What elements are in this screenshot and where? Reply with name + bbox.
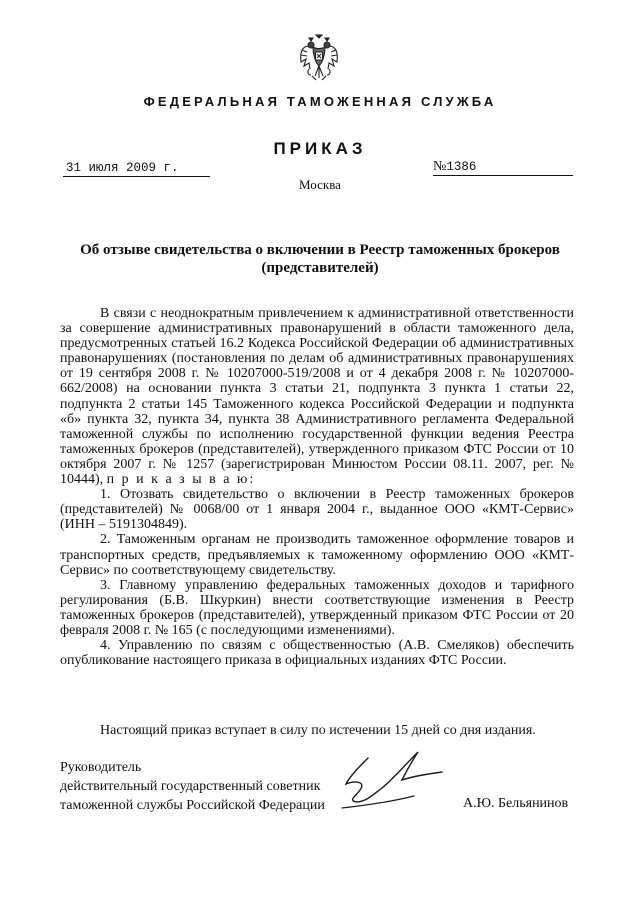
document-body [60,306,574,668]
order-item-4: 4. Управлению по связям с общественностью (А.В. Смеляков) обеспечить опубликование настоящего приказа в официальных изданиях ФТС России. [60,638,574,669]
agency-name: ФЕДЕРАЛЬНАЯ ТАМОЖЕННАЯ СЛУЖБА [143,94,497,109]
document-number [433,159,573,176]
signature-block [60,758,325,815]
number-value: 1386 [446,160,477,174]
order-word: п р и к а з ы в а ю [106,472,250,488]
preamble-paragraph: В связи с неоднократным привлечением к административной ответственности за совершение административных правонарушений в области таможенного дела, предусмотренных статьей 16.2 Кодекса Российской Федерации об административных правонарушениях (постановления по делам об административных правонарушениях от 19 сентября 2008 г. № 10207000-519/2008 и от 4 декабря 2008 г. № 10207000-662/2008) на основании пункта 3 статьи 21, подпункта 3 пункта 1 статьи 22, подпункта 2 статьи 145 Таможенного кодекса Российской Федерации и подпункта «б» пункта 32, пункта 34, пункта 38 Административного регламента Федеральной таможенной службы по исполнению государственной функции ведения Реестра таможенных брокеров (представителей), утвержденного приказом ФТС России от 10 октября 2007 г. № 1257 (зарегистрирован Минюстом России 08.11. 2007, рег. № 10444), п р и к а з ы в а ю: [60,306,574,488]
signer-position-line-3: таможенной службы Российской Федерации [60,798,325,813]
number-prefix: № [433,159,447,174]
closing-statement: Настоящий приказ вступает в силу по истечении 15 дней со дня издания. [100,723,536,738]
order-item-1: 1. Отозвать свидетельство о включении в Реестр таможенных брокеров (представителей) № 0068/00 от 1 января 2004 г., выданное ООО «КМТ-Сервис» (ИНН – 5191304849). [60,487,574,533]
order-item-2: 2. Таможенным органам не производить таможенное оформление товаров и транспортных средств, предъявляемых к таможенному оформлению ООО «КМТ-Сервис» по соответствующему свидетельству. [60,532,574,578]
signer-name: А.Ю. Бельянинов [463,796,569,811]
double-headed-eagle-emblem-icon [298,32,340,84]
document-type: ПРИКАЗ [273,139,367,158]
document-date: 31 июля 2009 г. [63,160,210,177]
title-line-2: (представителей) [261,260,379,276]
title-line-1: Об отзыве свидетельства о включении в Реестр таможенных брокеров [80,242,560,258]
signer-position-line-2: действительный государственный советник [60,779,321,794]
document-city: Москва [299,177,341,192]
signer-position-line-1: Руководитель [60,760,142,775]
document-title [60,241,580,277]
handwritten-signature-icon [330,736,450,816]
order-item-3: 3. Главному управлению федеральных таможенных доходов и тарифного регулирования (Б.В. Шкуркин) внести соответствующие изменения в Реестр таможенных брокеров (представителей), утвержденный приказом ФТС России от 20 февраля 2008 г. № 165 (с последующими изменениями). [60,577,574,638]
preamble-text: В связи с неоднократным привлечением к административной ответственности за совершение административных правонарушений в области таможенного дела, предусмотренных статьей 16.2 Кодекса Российской Федерации об административных правонарушениях (постановления по делам об административных правонарушениях от 19 сентября 2008 г. № 10207000-519/2008 и от 4 декабря 2008 г. № 10207000-662/2008) на основании пункта 3 статьи 21, подпункта 3 пункта 1 статьи 22, подпункта 2 статьи 145 Таможенного кодекса Российской Федерации и подпункта «б» пункта 32, пункта 34, пункта 38 Административного регламента Федеральной таможенной службы по исполнению государственной функции ведения Реестра таможенных брокеров (представителей), утвержденного приказом ФТС России от 10 октября 2007 г. № 1257 (зарегистрирован Минюстом России 08.11. 2007, рег. № 10444), [60,306,574,488]
